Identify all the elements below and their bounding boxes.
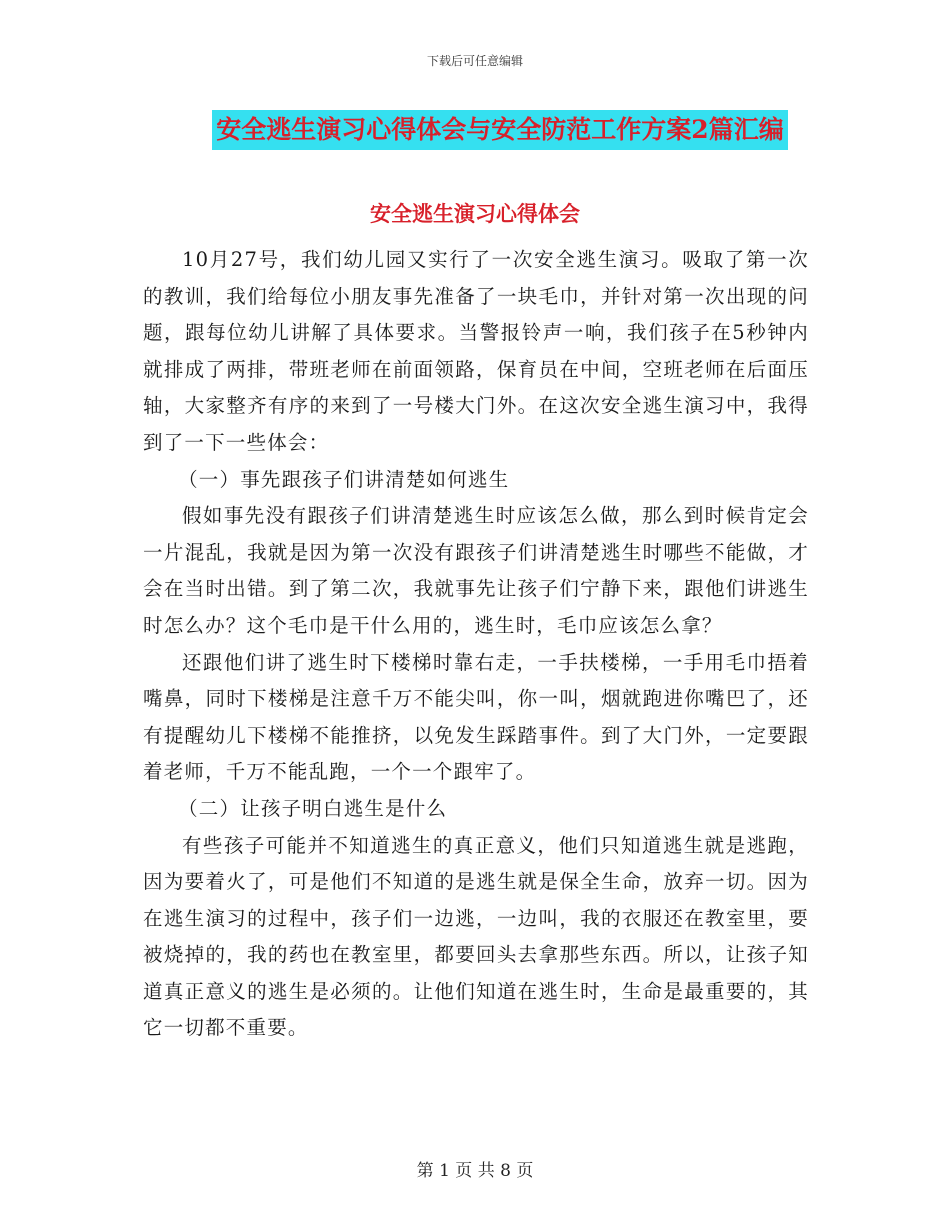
paragraph: 还跟他们讲了逃生时下楼梯时靠右走，一手扶楼梯，一手用毛巾捂着嘴鼻，同时下楼梯是注意千万不能尖叫，你一叫，烟就跑进你嘴巴了，还有提醒幼儿下楼梯不能推挤，以免发生踩踏事件。到了大门外，一定要跟着老师，千万不能乱跑，一个一个跟牢了。 [143,650,809,784]
section-heading: （二）让孩子明白逃生是什么 [178,796,448,820]
body-text [143,242,809,1047]
paragraph: 10月27号，我们幼儿园又实行了一次安全逃生演习。吸取了第一次的教训，我们给每位小朋友事先准备了一块毛巾，并针对第一次出现的问题，跟每位幼儿讲解了具体要求。当警报铃声一响，我们孩子在5秒钟内就排成了两排，带班老师在前面领路，保育员在中间，空班老师在后面压轴，大家整齐有序的来到了一号楼大门外。在这次安全逃生演习中，我得到了一下一些体会： [143,248,809,454]
header-note: 下载后可任意编辑 [426,54,523,68]
paragraph: 假如事先没有跟孩子们讲清楚逃生时应该怎么做，那么到时候肯定会一片混乱，我就是因为第一次没有跟孩子们讲清楚逃生时哪些不能做，才会在当时出错。到了第二次，我就事先让孩子们宁静下来，跟他们讲逃生时怎么办？这个毛巾是干什么用的，逃生时，毛巾应该怎么拿？ [143,504,809,637]
paragraph: 有些孩子可能并不知道逃生的真正意义，他们只知道逃生就是逃跑，因为要着火了，可是他们不知道的是逃生就是保全生命，放弃一切。因为在逃生演习的过程中，孩子们一边逃，一边叫，我的衣服还在教室里，要被烧掉的，我的药也在教室里，都要回头去拿那些东西。所以，让孩子知道真正意义的逃生是必须的。让他们知道在逃生时，生命是最重要的，其它一切都不重要。 [143,833,809,1040]
document-title-text: 安全逃生演习心得体会与安全防范工作方案2篇汇编 [212,110,787,150]
document-title [196,110,804,150]
page-footer: 第 1 页 共 8 页 [416,1161,534,1181]
section-title: 安全逃生演习心得体会 [370,201,580,226]
section-heading: （一）事先跟孩子们讲清楚如何逃生 [178,467,510,491]
